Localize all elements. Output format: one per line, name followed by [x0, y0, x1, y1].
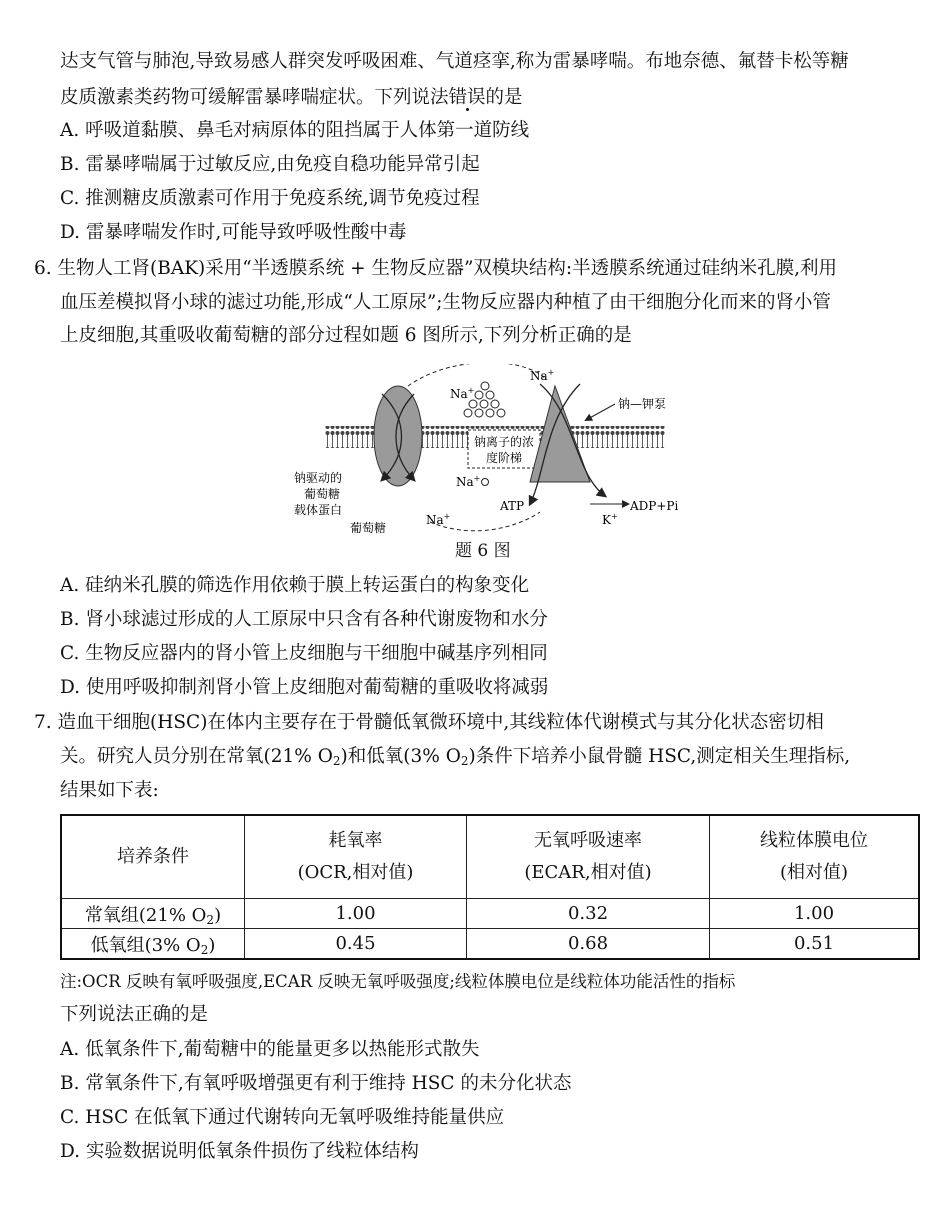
q6-option-b: B. 肾小球滤过形成的人工原尿中只含有各种代谢废物和水分 — [60, 609, 548, 630]
q6-figure-caption: 题 6 图 — [455, 541, 511, 561]
carrier-label-3: 载体蛋白 — [294, 503, 343, 517]
q6-stem-line1: 6. 生物人工肾(BAK)采用“半透膜系统 + 生物反应器”双模块结构:半透膜系统通过硅纳米孔膜,利用 — [34, 258, 838, 279]
q7-table-note: 注:OCR 反映有氧呼吸强度,ECAR 反映无氧呼吸强度;线粒体膜电位是线粒体功能活性的指标 — [60, 972, 736, 991]
cell-mmp: 1.00 — [710, 899, 920, 929]
q5-stem-tail: 的是 — [485, 87, 523, 108]
q5-stem-text: 皮质激素类药物可缓解雷暴哮喘症状。下列说法 — [60, 87, 449, 108]
q5-option-d: D. 雷暴哮喘发作时,可能导致呼吸性酸中毒 — [60, 222, 407, 243]
membrane-transport-diagram — [290, 364, 690, 544]
cell-ecar: 0.32 — [467, 899, 710, 929]
q5-emphasis-wrong: 错误 — [448, 87, 486, 108]
pump-label: 钠—钾泵 — [618, 397, 667, 411]
q6-stem-line3: 上皮细胞,其重吸收葡萄糖的部分过程如题 6 图所示,下列分析正确的是 — [60, 325, 632, 346]
na-label-top: Na+ — [450, 386, 475, 401]
adp-label: ADP+Pi — [630, 499, 679, 513]
q6-option-d: D. 使用呼吸抑制剂肾小管上皮细胞对葡萄糖的重吸收将减弱 — [60, 677, 549, 698]
atp-label: ATP — [500, 499, 525, 513]
na-label-top-right: Na+ — [530, 368, 555, 383]
carrier-label-2: 葡萄糖 — [304, 487, 341, 501]
q7-option-d: D. 实验数据说明低氧条件损伤了线粒体结构 — [60, 1141, 419, 1162]
results-table — [60, 814, 920, 960]
q7-stem-line3: 结果如下表: — [60, 780, 159, 801]
gradient-label-1: 钠离子的浓 — [473, 435, 535, 449]
gradient-label-2: 度阶梯 — [485, 451, 523, 465]
q7-stem-line1: 7. 造血干细胞(HSC)在体内主要存在于骨髓低氧微环境中,其线粒体代谢模式与其分化状态密切相 — [34, 712, 824, 733]
table-header-row — [61, 815, 919, 899]
na-label-mid: Na+ — [456, 474, 481, 489]
q6-option-a: A. 硅纳米孔膜的筛选作用依赖于膜上转运蛋白的构象变化 — [60, 575, 530, 596]
k-label: K+ — [602, 512, 618, 527]
q7-option-a: A. 低氧条件下,葡萄糖中的能量更多以热能形式散失 — [60, 1039, 480, 1060]
q7-question: 下列说法正确的是 — [60, 1004, 209, 1025]
q5-stem-line1: 达支气管与肺泡,导致易感人群突发呼吸困难、气道痉挛,称为雷暴哮喘。布地奈德、氟替卡松等糖 — [60, 51, 849, 72]
q6-option-c: C. 生物反应器内的肾小管上皮细胞与干细胞中碱基序列相同 — [60, 643, 548, 664]
row-label: 常氧组(21% $O_2$) — [61, 899, 245, 929]
q5-option-b: B. 雷暴哮喘属于过敏反应,由免疫自稳功能异常引起 — [60, 154, 480, 175]
table-row — [61, 899, 919, 929]
header-ocr: 耗氧率 (OCR,相对值) — [245, 815, 467, 899]
header-condition: 培养条件 — [61, 815, 245, 899]
table-row — [61, 929, 919, 960]
q7-option-c: C. HSC 在低氧下通过代谢转向无氧呼吸维持能量供应 — [60, 1107, 505, 1128]
cell-ecar: 0.68 — [467, 929, 710, 960]
q6-figure — [290, 364, 690, 544]
q5-option-c: C. 推测糖皮质激素可作用于免疫系统,调节免疫过程 — [60, 188, 480, 209]
pump-pointer — [586, 404, 615, 420]
q7-option-b: B. 常氧条件下,有氧呼吸增强更有利于维持 HSC 的未分化状态 — [60, 1073, 572, 1094]
cell-ocr: 0.45 — [245, 929, 467, 960]
glucose-label: 葡萄糖 — [350, 521, 387, 535]
q5-stem-line2 — [60, 84, 523, 112]
cell-ocr: 1.00 — [245, 899, 467, 929]
header-mmp: 线粒体膜电位 (相对值) — [710, 815, 920, 899]
carrier-label-1: 钠驱动的 — [294, 471, 343, 485]
q6-stem-line2: 血压差模拟肾小球的滤过功能,形成“人工原尿”;生物反应器内种植了由干细胞分化而来的肾小管 — [60, 292, 832, 313]
na-label-bottom: Na+ — [426, 512, 451, 527]
row-label: 低氧组(3% $O_2$) — [61, 929, 245, 960]
glucose-carrier-protein — [374, 386, 422, 486]
na-cycle-arc-top — [408, 364, 545, 386]
cell-mmp: 0.51 — [710, 929, 920, 960]
q5-option-a: A. 呼吸道黏膜、鼻毛对病原体的阻挡属于人体第一道防线 — [60, 120, 530, 141]
header-ecar: 无氧呼吸速率 (ECAR,相对值) — [467, 815, 710, 899]
q7-stem-line2: 关。研究人员分别在常氧(21% $O_2$)和低氧(3% $O_2$)条件下培养小鼠骨髓 HSC,测定相关生理指标, — [60, 746, 851, 768]
